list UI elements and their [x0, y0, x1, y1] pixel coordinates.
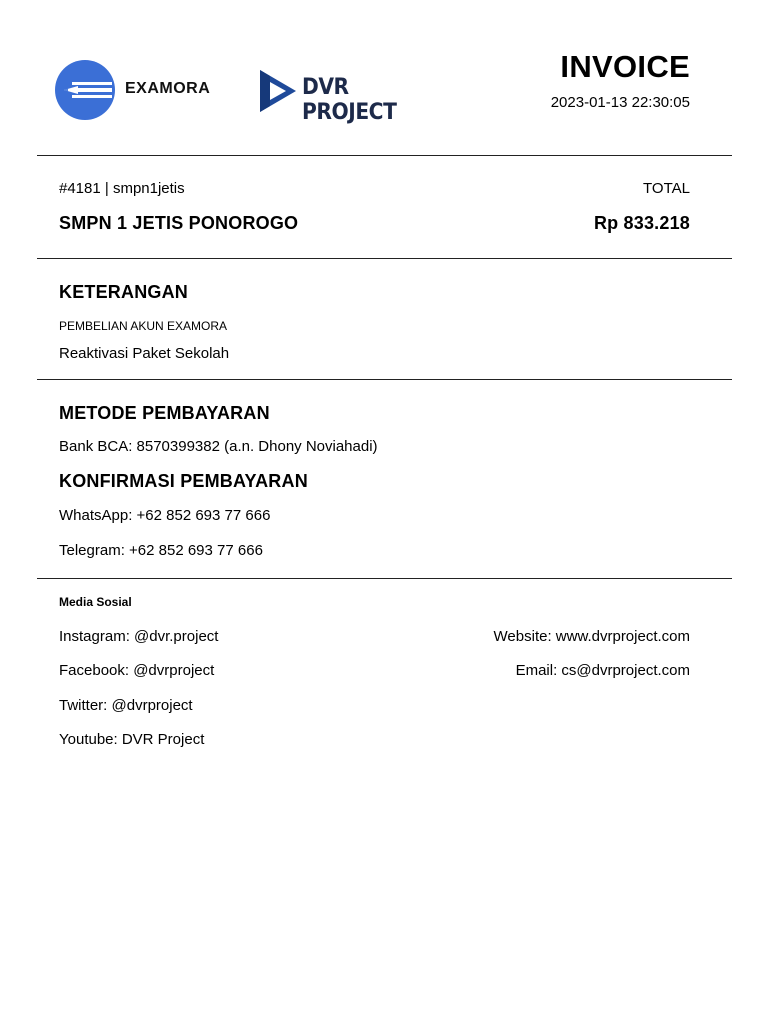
email-address: Email: cs@dvrproject.com: [515, 662, 690, 679]
invoice-datetime: 2023-01-13 22:30:05: [550, 94, 690, 111]
total-amount: Rp 833.218: [593, 213, 690, 233]
website-link: Website: www.dvrproject.com: [493, 628, 690, 645]
customer-name: SMPN 1 JETIS PONOROGO: [59, 213, 299, 233]
dvr-project-logo: [258, 68, 438, 125]
konfirmasi-heading: KONFIRMASI PEMBAYARAN: [59, 471, 308, 491]
examora-logo-icon: [54, 60, 118, 120]
instagram-handle: Instagram: @dvr.project: [59, 628, 219, 645]
whatsapp-contact: WhatsApp: +62 852 693 77 666: [59, 507, 271, 524]
media-sosial-heading: Media Sosial: [59, 595, 132, 609]
play-icon: [258, 70, 298, 112]
examora-logo: [54, 60, 224, 120]
metode-heading: METODE PEMBAYARAN: [59, 403, 270, 423]
keterangan-subtitle: PEMBELIAN AKUN EXAMORA: [59, 319, 228, 333]
invoice-reference: #4181 | smpn1jetis: [59, 180, 185, 197]
invoice-title: INVOICE: [560, 49, 690, 84]
divider: [37, 578, 732, 579]
total-label: TOTAL: [643, 180, 690, 197]
telegram-contact: Telegram: +62 852 693 77 666: [59, 542, 263, 559]
facebook-handle: Facebook: @dvrproject: [59, 662, 215, 679]
examora-wordmark: EXAMORA: [125, 80, 211, 97]
twitter-handle: Twitter: @dvrproject: [59, 697, 193, 714]
dvr-project-wordmark: DVR PROJECT: [302, 75, 397, 125]
keterangan-description: Reaktivasi Paket Sekolah: [59, 345, 230, 362]
bank-account: Bank BCA: 8570399382 (a.n. Dhony Noviahadi): [59, 438, 378, 455]
keterangan-heading: KETERANGAN: [59, 282, 189, 302]
divider: [37, 155, 732, 156]
youtube-channel: Youtube: DVR Project: [59, 731, 205, 748]
divider: [37, 379, 732, 380]
divider: [37, 258, 732, 259]
